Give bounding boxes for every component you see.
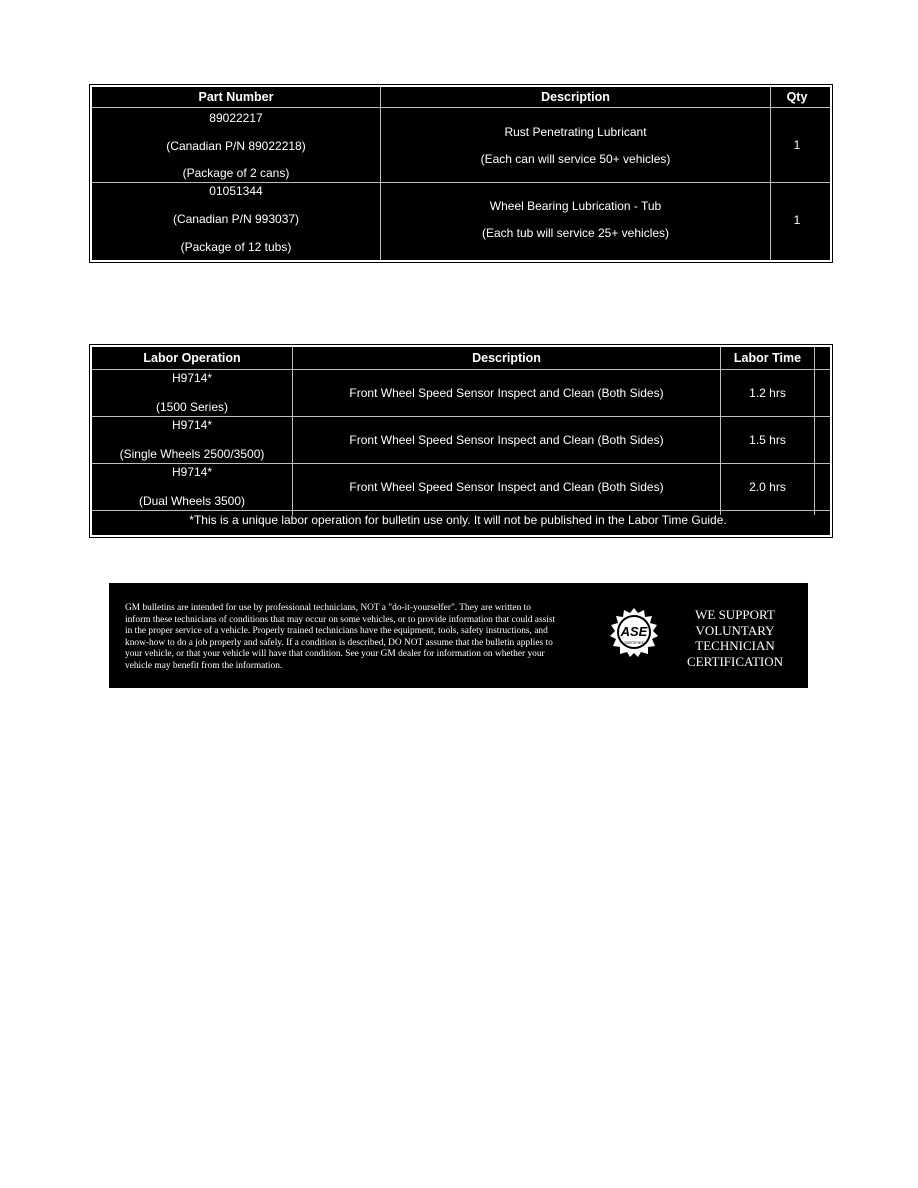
- labor-row-3-description: Front Wheel Speed Sensor Inspect and Clean (Both Sides): [349, 480, 664, 494]
- labor-op-note: (Dual Wheels 3500): [138, 494, 246, 508]
- support-line: WE SUPPORT: [695, 607, 775, 622]
- support-line: VOLUNTARY: [695, 622, 775, 638]
- labor-row-3-operation: [92, 464, 292, 510]
- disclaimer-text: [125, 603, 621, 673]
- parts-row-1-qty: 1: [793, 138, 801, 152]
- labor-header-time: Labor Time: [733, 351, 802, 365]
- part-service-note: (Each tub will service 25+ vehicles): [481, 226, 670, 240]
- disclaimer-line: know-how to do a job properly and safely. If a condition is described, DO NOT assume that the bulletin applies to: [125, 637, 553, 648]
- labor-row-1-operation: [92, 370, 292, 416]
- labor-op-code: H9714*: [171, 465, 213, 479]
- part-description: Wheel Bearing Lubrication - Tub: [489, 199, 662, 213]
- gm-disclaimer-banner: [109, 583, 808, 688]
- labor-op-note: (1500 Series): [155, 400, 229, 414]
- canadian-part-number: (Canadian P/N 993037): [172, 212, 300, 226]
- labor-row-1-description: Front Wheel Speed Sensor Inspect and Clean (Both Sides): [349, 386, 664, 400]
- labor-row-3-time: 2.0 hrs: [749, 480, 786, 494]
- labor-op-code: H9714*: [171, 371, 213, 385]
- parts-row-2-part-number: [92, 183, 380, 256]
- labor-op-code: H9714*: [171, 418, 213, 432]
- parts-header-part-number: Part Number: [198, 90, 274, 104]
- labor-row-1-time: 1.2 hrs: [749, 386, 786, 400]
- labor-row-2-description: Front Wheel Speed Sensor Inspect and Clean (Both Sides): [349, 433, 664, 447]
- labor-table: [89, 344, 833, 538]
- disclaimer-line: your vehicle, or that your vehicle will have that condition. See your GM dealer for information on whether your: [125, 649, 545, 660]
- part-number: 89022217: [209, 111, 263, 125]
- labor-header-operation: Labor Operation: [143, 351, 241, 365]
- parts-row-1-part-number: [92, 108, 380, 182]
- parts-row-1-description: [381, 108, 770, 182]
- labor-row-2-operation: [92, 417, 292, 463]
- parts-table: [89, 84, 833, 263]
- part-number: 01051344: [209, 184, 263, 198]
- package-info: (Package of 2 cans): [182, 166, 290, 180]
- disclaimer-line: GM bulletins are intended for use by professional technicians, NOT a "do-it-yourselfer". They are written to: [125, 603, 531, 613]
- parts-table-body: [92, 87, 830, 260]
- package-info: (Package of 12 tubs): [180, 240, 292, 254]
- support-certification-text: [675, 607, 795, 669]
- support-line: TECHNICIAN: [695, 638, 775, 653]
- part-description: Rust Penetrating Lubricant: [504, 124, 647, 139]
- labor-header-description: Description: [472, 351, 541, 365]
- disclaimer-line: inform these technicians of conditions that may occur on some vehicles, or to provide information that could assist: [125, 614, 556, 625]
- ase-certified-logo-icon: [609, 607, 659, 657]
- ase-logo-subtext: CERTIFIED: [623, 640, 645, 645]
- canadian-part-number: (Canadian P/N 89022218): [166, 138, 306, 153]
- support-line: CERTIFICATION: [687, 653, 783, 669]
- labor-row-2-time: 1.5 hrs: [749, 433, 786, 447]
- parts-row-2-qty: 1: [793, 212, 801, 227]
- disclaimer-line: vehicle may benefit from the information.: [125, 660, 283, 671]
- ase-logo-text: ASE: [620, 624, 648, 639]
- part-service-note: (Each can will service 50+ vehicles): [480, 151, 671, 166]
- labor-op-note: (Single Wheels 2500/3500): [119, 447, 265, 461]
- labor-table-body: [92, 347, 830, 535]
- disclaimer-line: in the proper service of a vehicle. Properly trained technicians have the equipment, tools, safety instructions, and: [125, 626, 548, 637]
- parts-header-description: Description: [541, 90, 610, 104]
- parts-header-qty: Qty: [786, 90, 808, 104]
- labor-footnote: *This is a unique labor operation for bulletin use only. It will not be published in the Labor Time Guide.: [189, 513, 727, 527]
- parts-row-2-description: [381, 183, 770, 256]
